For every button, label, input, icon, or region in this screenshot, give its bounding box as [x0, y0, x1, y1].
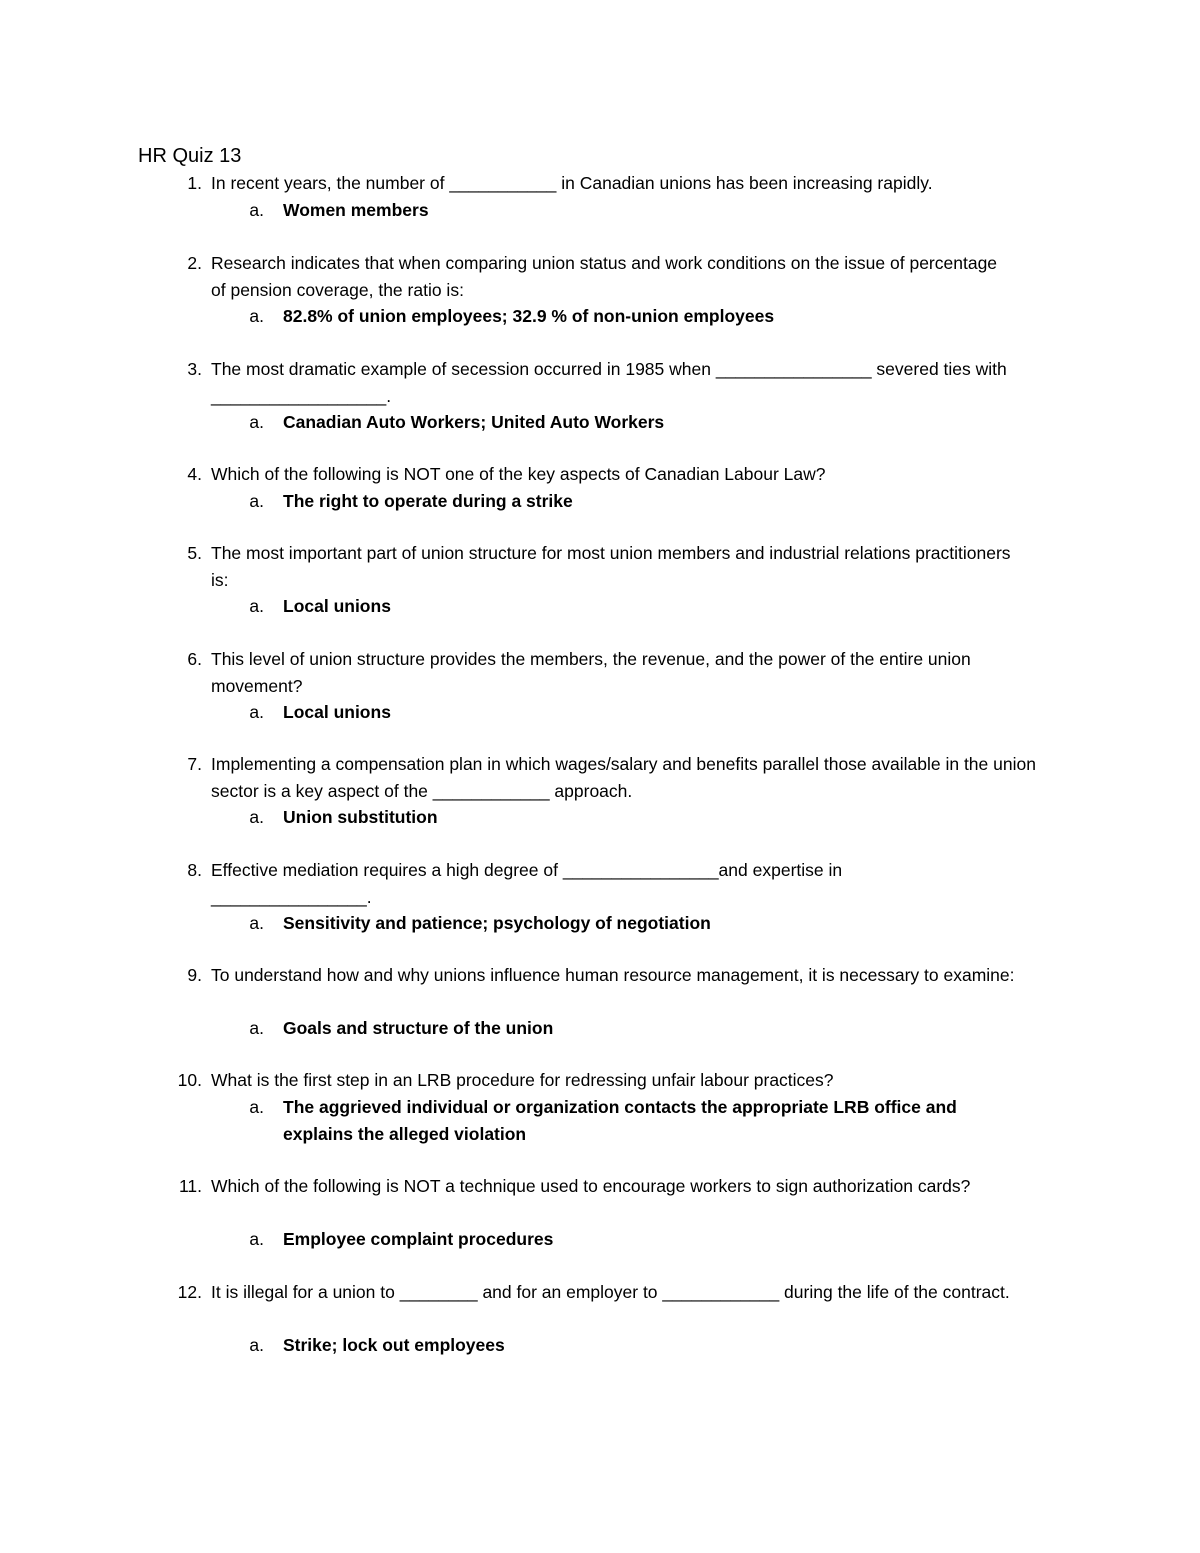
- question-number: 1.: [187, 173, 202, 193]
- question-number: 7.: [187, 754, 202, 774]
- question-number: 5.: [187, 543, 202, 563]
- answer-letter: a.: [249, 596, 264, 616]
- answer-letter: a.: [249, 491, 264, 511]
- page-title: HR Quiz 13: [138, 145, 242, 167]
- answer-text: 82.8% of union employees; 32.9 % of non-union employees: [283, 306, 775, 326]
- answer-letter: a.: [249, 1018, 264, 1038]
- answer-text: The right to operate during a strike: [283, 491, 573, 511]
- answer-letter: a.: [249, 1097, 264, 1117]
- question-number: 3.: [187, 359, 202, 379]
- question-number: 4.: [187, 464, 202, 484]
- question-text: It is illegal for a union to ________ and for an employer to ____________ during the life of the contract.: [211, 1282, 1010, 1302]
- question-text: The most important part of union structure for most union members and industrial relations practitioners is:: [211, 543, 1011, 590]
- question-number: 10.: [177, 1070, 202, 1090]
- question-text: Implementing a compensation plan in which wages/salary and benefits parallel those available in the union sector is a key aspect of the ____________ approach.: [211, 754, 1036, 801]
- answer-letter: a.: [249, 412, 264, 432]
- question-text: Which of the following is NOT one of the key aspects of Canadian Labour Law?: [211, 464, 826, 484]
- question-number: 6.: [187, 649, 202, 669]
- answer-text: Goals and structure of the union: [283, 1018, 554, 1038]
- answer-text: Sensitivity and patience; psychology of negotiation: [283, 913, 711, 933]
- answer-letter: a.: [249, 1335, 264, 1355]
- answer-text: Local unions: [283, 702, 391, 722]
- question-number: 11.: [178, 1176, 202, 1196]
- answer-text: Strike; lock out employees: [283, 1335, 505, 1355]
- answer-text: Local unions: [283, 596, 391, 616]
- question-text: What is the first step in an LRB procedure for redressing unfair labour practices?: [211, 1070, 834, 1090]
- answer-letter: a.: [249, 807, 264, 827]
- answer-letter: a.: [249, 1229, 264, 1249]
- question-text: In recent years, the number of ___________ in Canadian unions has been increasing rapidly.: [211, 173, 933, 193]
- answer-letter: a.: [249, 306, 264, 326]
- question-text: Effective mediation requires a high degree of ________________and expertise in ________________.: [211, 860, 843, 907]
- answer-text: The aggrieved individual or organization contacts the appropriate LRB office and explains the alleged violation: [283, 1097, 957, 1144]
- answer-text: Canadian Auto Workers; United Auto Workers: [283, 412, 665, 432]
- answer-text: Union substitution: [283, 807, 438, 827]
- answer-letter: a.: [249, 702, 264, 722]
- question-number: 9.: [187, 965, 202, 985]
- question-number: 12.: [177, 1282, 202, 1302]
- answer-text: Women members: [283, 200, 429, 220]
- answer-letter: a.: [249, 200, 264, 220]
- question-text: This level of union structure provides the members, the revenue, and the power of the entire union movement?: [211, 649, 971, 696]
- question-text: The most dramatic example of secession occurred in 1985 when ________________ severed ties with __________________.: [211, 359, 1007, 406]
- question-text: Which of the following is NOT a technique used to encourage workers to sign authorization cards?: [211, 1176, 971, 1196]
- question-text: Research indicates that when comparing union status and work conditions on the issue of percentage of pension coverage, the ratio is:: [211, 253, 998, 300]
- question-number: 8.: [187, 860, 202, 880]
- answer-letter: a.: [249, 913, 264, 933]
- answer-text: Employee complaint procedures: [283, 1229, 554, 1249]
- question-text: To understand how and why unions influence human resource management, it is necessary to examine:: [211, 965, 1015, 985]
- question-number: 2.: [187, 253, 202, 273]
